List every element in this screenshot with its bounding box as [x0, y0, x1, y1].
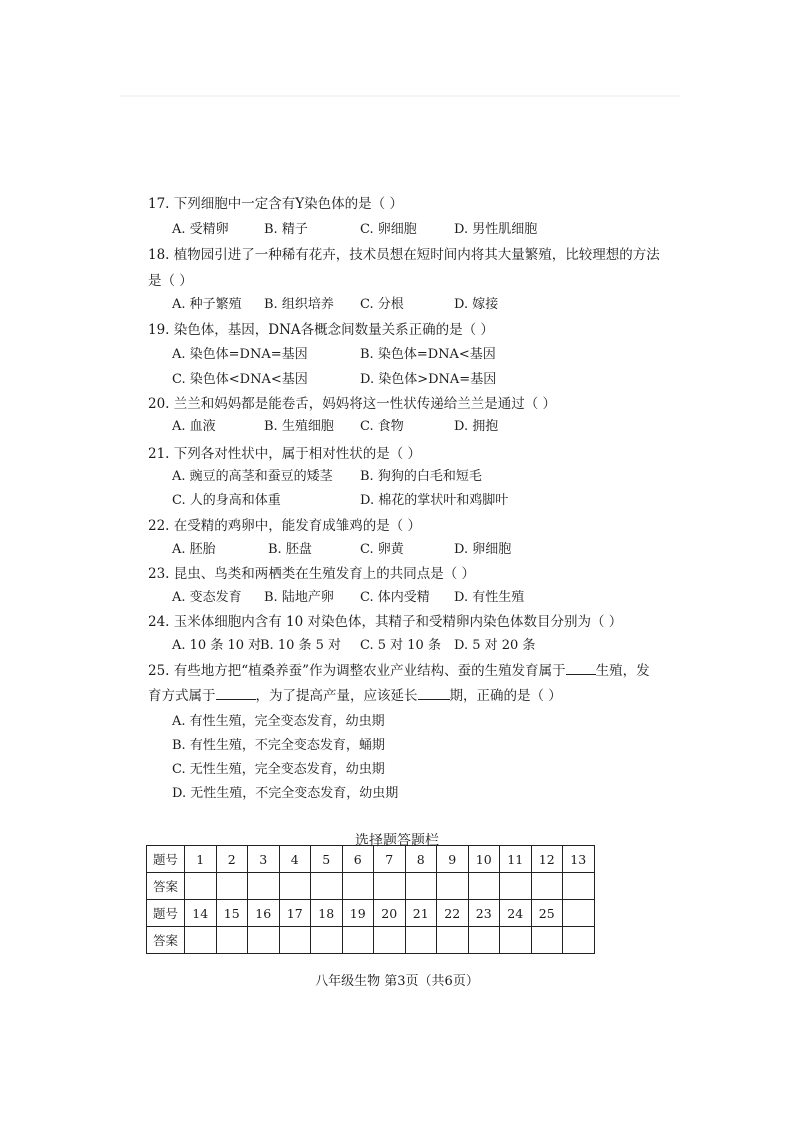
table-row-numbers-2: [147, 900, 595, 927]
option-d: D. 无性生殖，不完全变态发育，幼虫期: [172, 786, 399, 801]
answer-cell[interactable]: [374, 873, 406, 900]
question-18: 18. 植物园引进了一种稀有花卉，技术员想在短时间内将其大量繁殖，比较理想的方法: [148, 247, 660, 263]
option-b: B. 狗狗的白毛和短毛: [360, 469, 482, 484]
question-number-cell: 4: [279, 846, 311, 873]
table-row-answers-2: [147, 927, 595, 954]
answer-blank[interactable]: [216, 687, 256, 700]
question-number-cell: 22: [437, 900, 469, 927]
question-number-cell: 20: [374, 900, 406, 927]
question-25-part2: 生殖，发: [595, 663, 650, 679]
answer-cell[interactable]: [311, 873, 343, 900]
question-24: 24. 玉米体细胞内含有 10 对染色体，其精子和受精卵内染色体数目分别为（ ）: [148, 614, 623, 630]
question-number-cell: 8: [405, 846, 437, 873]
answer-blank[interactable]: [566, 662, 596, 675]
option-c: C. 人的身高和体重: [172, 493, 281, 508]
question-18-cont: 是（ ）: [148, 273, 193, 289]
question-25-part3: 育方式属于: [148, 688, 216, 704]
question-20: 20. 兰兰和妈妈都是能卷舌，妈妈将这一性状传递给兰兰是通过（ ）: [148, 396, 557, 412]
option-a: A. 染色体=DNA=基因: [172, 347, 308, 362]
option-b: B. 精子: [264, 222, 308, 237]
question-number-cell: 21: [405, 900, 437, 927]
option-b: B. 生殖细胞: [264, 419, 334, 434]
question-number-cell: 17: [279, 900, 311, 927]
question-number-cell: 24: [500, 900, 532, 927]
row-label-number: 题号: [147, 846, 185, 873]
answer-cell[interactable]: [185, 873, 217, 900]
option-a: A. 有性生殖，完全变态发育，幼虫期: [172, 714, 385, 729]
answer-cell[interactable]: [405, 927, 437, 954]
option-b: B. 10 条 5 对: [260, 638, 342, 653]
question-number-cell: 6: [342, 846, 374, 873]
row-label-number: 题号: [147, 900, 185, 927]
answer-cell[interactable]: [437, 873, 469, 900]
question-number-cell: 18: [311, 900, 343, 927]
option-a: A. 血液: [172, 419, 216, 434]
answer-cell[interactable]: [279, 873, 311, 900]
answer-cell[interactable]: [500, 873, 532, 900]
answer-cell[interactable]: [216, 927, 248, 954]
answer-cell[interactable]: [311, 927, 343, 954]
answer-cell[interactable]: [468, 873, 500, 900]
question-17: 17. 下列细胞中一定含有Y染色体的是（ ）: [148, 196, 403, 212]
answer-cell[interactable]: [468, 927, 500, 954]
answer-table-title: 选择题答题栏: [355, 833, 439, 849]
question-25-part1: 25. 有些地方把“植桑养蚕”作为调整农业产业结构、蚕的生殖发育属于: [148, 663, 566, 679]
option-c: C. 体内受精: [360, 590, 430, 605]
option-c: C. 无性生殖，完全变态发育，幼虫期: [172, 762, 385, 777]
answer-cell[interactable]: [531, 927, 563, 954]
question-number-cell: 16: [248, 900, 280, 927]
answer-cell[interactable]: [563, 873, 595, 900]
table-row-answers-1: [147, 873, 595, 900]
option-c: C. 5 对 10 条: [360, 638, 441, 653]
option-b: B. 组织培养: [264, 297, 334, 312]
option-c: C. 卵黄: [360, 542, 404, 557]
answer-cell[interactable]: [248, 873, 280, 900]
option-c: C. 卵细胞: [360, 222, 417, 237]
question-25-cont: [148, 684, 562, 704]
page-footer: 八年级生物 第3页（共6页）: [315, 974, 479, 989]
question-number-cell: 19: [342, 900, 374, 927]
option-c: C. 分根: [360, 297, 404, 312]
option-c: C. 食物: [360, 419, 404, 434]
option-d: D. 棉花的掌状叶和鸡脚叶: [360, 493, 509, 508]
option-d: D. 有性生殖: [454, 590, 525, 605]
question-21: 21. 下列各对性状中，属于相对性状的是（ ）: [148, 446, 422, 462]
question-number-cell: 9: [437, 846, 469, 873]
question-22: 22. 在受精的鸡卵中，能发育成雏鸡的是（ ）: [148, 518, 422, 534]
question-25-part5: 期，正确的是（ ）: [449, 688, 562, 704]
option-c: C. 染色体<DNA<基因: [172, 372, 308, 387]
option-a: A. 种子繁殖: [172, 297, 242, 312]
question-number-cell: 14: [185, 900, 217, 927]
option-d: D. 拥抱: [454, 419, 499, 434]
option-d: D. 男性肌细胞: [454, 222, 538, 237]
answer-cell[interactable]: [342, 927, 374, 954]
question-number-cell: 15: [216, 900, 248, 927]
option-b: B. 胚盘: [268, 542, 312, 557]
option-b: B. 有性生殖，不完全变态发育，蛹期: [172, 738, 385, 753]
question-25-part4: ，为了提高产量，应该延长: [255, 688, 418, 704]
answer-cell[interactable]: [531, 873, 563, 900]
question-number-cell: 5: [311, 846, 343, 873]
question-number-cell: 23: [468, 900, 500, 927]
question-number-cell: 11: [500, 846, 532, 873]
option-d: D. 嫁接: [454, 297, 499, 312]
answer-cell[interactable]: [500, 927, 532, 954]
option-d: D. 染色体>DNA=基因: [360, 372, 497, 387]
answer-cell[interactable]: [405, 873, 437, 900]
option-a: A. 变态发育: [172, 590, 242, 605]
option-d: D. 卵细胞: [454, 542, 512, 557]
question-number-cell: 3: [248, 846, 280, 873]
answer-cell[interactable]: [248, 927, 280, 954]
question-25: [148, 659, 650, 679]
option-a: A. 10 条 10 对: [172, 638, 262, 653]
table-row-numbers-1: [147, 846, 595, 873]
question-number-cell: 10: [468, 846, 500, 873]
question-number-cell: [563, 900, 595, 927]
answer-cell[interactable]: [374, 927, 406, 954]
option-a: A. 受精卵: [172, 222, 229, 237]
answer-cell[interactable]: [563, 927, 595, 954]
answer-cell[interactable]: [342, 873, 374, 900]
question-number-cell: 7: [374, 846, 406, 873]
option-b: B. 染色体=DNA<基因: [360, 347, 496, 362]
scan-artifact: [120, 95, 680, 97]
question-23: 23. 昆虫、鸟类和两栖类在生殖发育上的共同点是（ ）: [148, 566, 476, 582]
question-19: 19. 染色体，基因，DNA各概念间数量关系正确的是（ ）: [148, 322, 494, 338]
answer-cell[interactable]: [185, 927, 217, 954]
question-number-cell: 1: [185, 846, 217, 873]
option-b: B. 陆地产卵: [264, 590, 334, 605]
answer-blank[interactable]: [418, 687, 450, 700]
option-d: D. 5 对 20 条: [454, 638, 536, 653]
question-number-cell: 13: [563, 846, 595, 873]
answer-table: [146, 845, 595, 954]
question-number-cell: 12: [531, 846, 563, 873]
row-label-answer: 答案: [147, 927, 185, 954]
question-number-cell: 2: [216, 846, 248, 873]
answer-cell[interactable]: [279, 927, 311, 954]
answer-cell[interactable]: [437, 927, 469, 954]
answer-cell[interactable]: [216, 873, 248, 900]
question-number-cell: 25: [531, 900, 563, 927]
row-label-answer: 答案: [147, 873, 185, 900]
option-a: A. 豌豆的高茎和蚕豆的矮茎: [172, 469, 333, 484]
option-a: A. 胚胎: [172, 542, 216, 557]
